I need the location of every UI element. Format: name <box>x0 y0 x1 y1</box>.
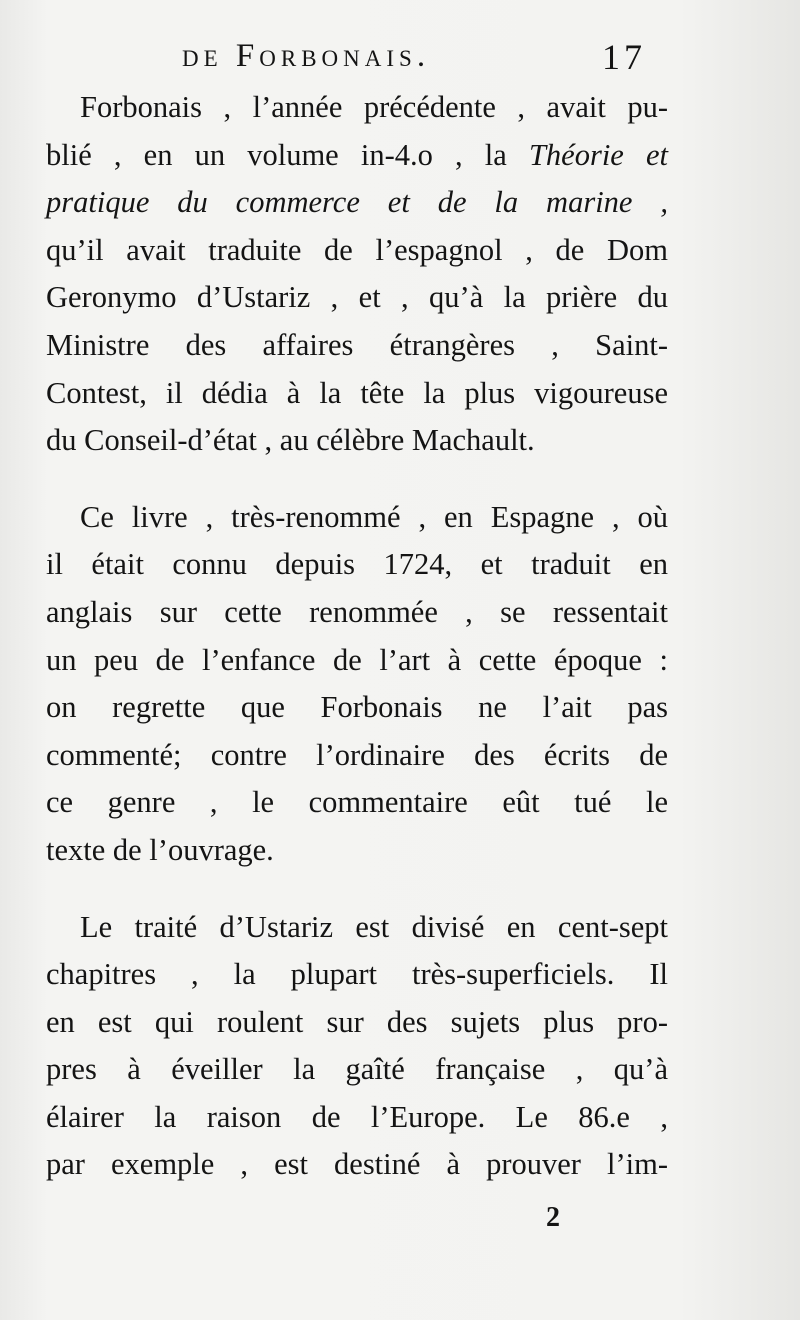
text-line: commenté; contre l’ordinaire des écrits de <box>46 737 668 772</box>
text-line: Ministre des affaires étrangères , Saint- <box>46 327 668 362</box>
text-line: pratique du commerce et de la marine , <box>46 185 668 220</box>
paragraph-3 <box>46 904 668 1190</box>
text-line: par exemple , est destiné à prouver l’im- <box>46 1147 668 1182</box>
text-line: texte de l’ouvrage. <box>46 832 274 867</box>
page-number: 17 <box>602 37 646 77</box>
text-line: un peu de l’enfance de l’art à cette époque : <box>46 642 668 677</box>
text-line: en est qui roulent sur des sujets plus pro- <box>46 1004 668 1039</box>
text-line: Forbonais , l’année précédente , avait pu- <box>80 90 668 124</box>
text-line: élairer la raison de l’Europe. Le 86.e , <box>46 1099 668 1134</box>
paragraph-2 <box>46 494 668 875</box>
text-line: on regrette que Forbonais ne l’ait pas <box>46 690 668 725</box>
body-text <box>46 84 668 1218</box>
text-line: pres à éveiller la gaîté française , qu’à <box>46 1052 668 1087</box>
page-header <box>0 28 800 88</box>
text-line: du Conseil-d’état , au célèbre Machault. <box>46 423 535 458</box>
text-line: Geronymo d’Ustariz , et , qu’à la prière du <box>46 280 668 315</box>
text-line: Contest, il dédia à la tête la plus vigoureuse <box>46 375 668 410</box>
text-line: il était connu depuis 1724, et traduit en <box>46 547 668 582</box>
text-line: qu’il avait traduite de l’espagnol , de Dom <box>46 232 668 267</box>
signature-mark: 2 <box>546 1202 560 1233</box>
text-line: anglais sur cette renommée , se ressentait <box>46 594 668 629</box>
text-line: Ce livre , très-renommé , en Espagne , où <box>80 499 668 534</box>
italic-title: Théorie et <box>528 137 668 172</box>
text-line: Le traité d’Ustariz est divisé en cent-sept <box>80 909 668 944</box>
text-line: blié , en un volume in-4.o , la Théorie et <box>46 137 668 172</box>
text-line: ce genre , le commentaire eût tué le <box>46 785 668 820</box>
text-line: chapitres , la plupart très-superficiels. Il <box>46 957 668 992</box>
paragraph-1 <box>46 84 668 465</box>
running-head: de Forbonais. <box>182 38 431 74</box>
